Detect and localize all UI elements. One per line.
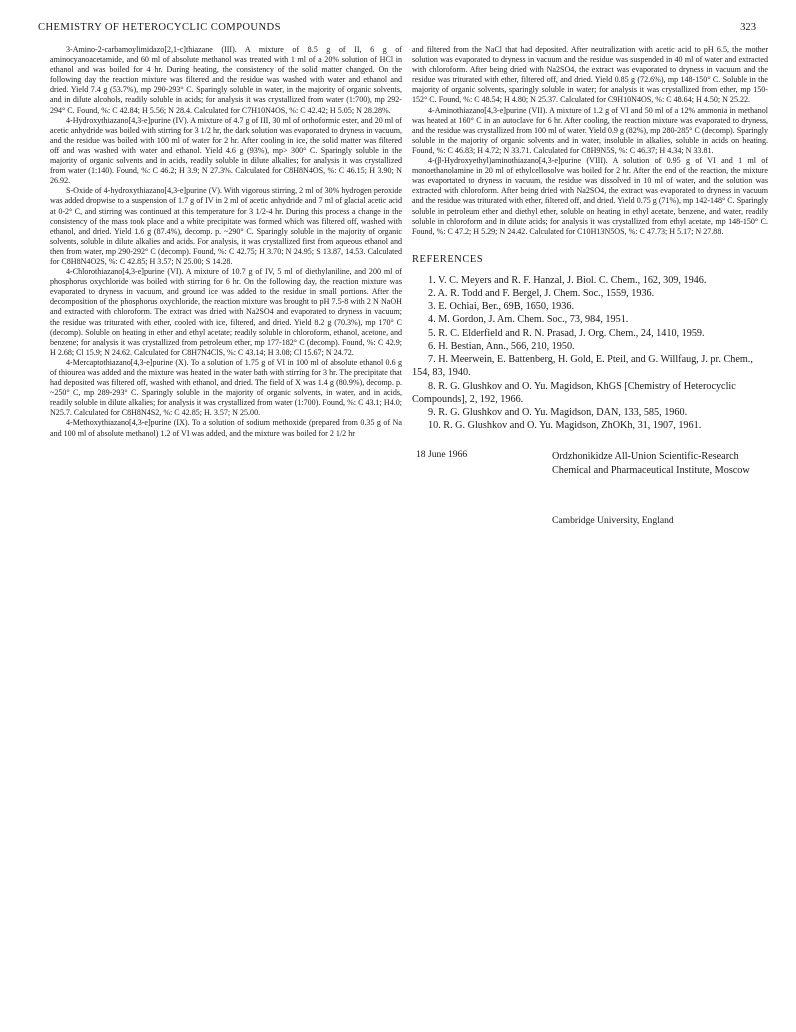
received-date: 18 June 1966 [416, 449, 468, 461]
paragraph: 4-Methoxythiazano[4,3-e]purine (IX). To a solution of sodium methoxide (prepared from 0.35 g of Na and 100 ml of absolute methanol) 1.2 of VI was added, and the mixture was boiled for 2 1/2 hr [50, 418, 402, 438]
reference-item: 8. R. G. Glushkov and O. Yu. Magidson, KhGS [Chemistry of Heterocyclic Compounds], 2, 192, 1966. [412, 380, 736, 405]
journal-title: CHEMISTRY OF HETEROCYCLIC COMPOUNDS [38, 22, 281, 33]
reference-item: 6. H. Bestian, Ann., 566, 210, 1950. [428, 340, 575, 352]
paragraph: 4-Hydroxythiazano[4,3-e]purine (IV). A mixture of 4.7 g of III, 30 ml of orthoformic ester, and 20 ml of acetic anhydride was boiled with stirring for 3 1/2 hr, the dark solution was evaporated to dryness in vacuum, and the residue was boiled with 100 ml of water for 2 hr. After cooling in ice, the solid matter was filtered off and was washed with water and ethanol. Yield 4.6 g (93%), mp> 300° C. Sparingly soluble in the majority of organic solvents and in acids, readily soluble in dilute alkalies; for analysis it was crystallized from water (1:140). Found, %: C 46.2; H 3.9; N 27.3%. Calculated for C8H8N4OS, %: C 46.15; H 3.90; N 26.92. [50, 115, 402, 186]
translation-credit: Cambridge University, England [552, 515, 674, 527]
reference-item: 7. H. Meerwein, E. Battenberg, H. Gold, E. Pteil, and G. Willfaug, J. pr. Chem., 154, 83, 1940. [412, 354, 753, 379]
page-number: 323 [740, 22, 756, 33]
reference-item: 9. R. G. Glushkov and O. Yu. Magidson, DAN, 133, 585, 1960. [428, 406, 688, 418]
references-list [412, 274, 768, 432]
right-column [412, 45, 768, 534]
paragraph: 4-Mercaptothiazano[4,3-e]purine (X). To a solution of 1.75 g of VI in 100 ml of absolute ethanol 0.6 g of thiourea was added and the mixture was heated in the water bath with stirring for 3 hr. The precipitate that had deposited was filtered off, washed with ethanol, and dried. The field of X was 1.4 g (80.9%), decomp. p. ~250° C, mp 289-293° C. Sparingly soluble in the majority of organic solvents, in water, and in acids, readily soluble in dilute alkalies; for analysis it was crystallized from water (1:700). Found, %: C 43.1; H4.0; N25.7. Calculated for C8H8N4S2, %: C 42.85; H. 3.57; N 25.00. [50, 357, 402, 418]
left-column [50, 45, 402, 439]
paragraph: 4-(β-Hydroxyethyl)aminothiazano[4,3-e]purine (VIII). A solution of 0.95 g of VI and 1 ml of monoethanolamine in 20 ml of ethylcellosolve was boiled for 2 hr. After the end of the reaction, the mixture was evaportated to dryness in vacuum, the residue was dissolved in 10 ml of water, and the solution was extracted with chloroform. After being dried with Na2SO4, the extract was evaporated to dryness in vacuum and the residue was triturated with ether, filtered off, and dried. Yield 0.75 g (71%), mp 142-148° C. Sparingly soluble in petroleum ether and diethyl ether, soluble on heating in ethyl acetate, benzene, and water, readily soluble in chloroform and in dilute acids; for analysis it was crystallized from ethyl acetate, mp 148-150° C. Found, %: C 47.2; H 5.29; N 24.42. Calculated for C10H13N5OS, %: C 47.73; H 5.17; N 27.88. [412, 156, 768, 236]
paragraph: S-Oxide of 4-hydroxythiazano[4,3-e]purine (V). With vigorous stirring, 2 ml of 30% hydrogen peroxide was added dropwise to a suspension of 1.7 g of IV in 2 ml of acetic anhydride and 7 ml of glacial acetic acid at 0-2° C, and stirring was continued at this temperature for 3 1/2-4 hr. During this process a change in the consistency of the mass took place and a white precipitate was formed which was filtered off, washed with ethanol, and dried. Yield 1.6 g (87.4%), decomp. p. ~290° C. Sparingly soluble in the majority of organic solvents, soluble in dilute alkalies and acids. For analysis, it was crystallized first from aqueous ethanol and then from water, mp 290-292° C (decomp). Found, %: C 42.75; H 3.70; N 24.95; S 13.87, 14.53. Calculated for C8H8N4O2S, %: C 42.85; H 3.57; N 25.00; S 14.28. [50, 186, 402, 266]
reference-item: 4. M. Gordon, J. Am. Chem. Soc., 73, 984, 1951. [428, 314, 629, 326]
reference-item: 2. A. R. Todd and F. Bergel, J. Chem. Soc., 1559, 1936. [428, 288, 655, 300]
institute-affiliation: Ordzhonikidze All-Union Scientific-Research Chemical and Pharmaceutical Institute, Moscow [552, 451, 750, 476]
reference-item: 10. R. G. Glushkov and O. Yu. Magidson, ZhOKh, 31, 1907, 1961. [428, 420, 702, 432]
references-heading: REFERENCES [412, 253, 484, 265]
reference-item: 5. R. C. Elderfield and R. N. Prasad, J. Org. Chem., 24, 1410, 1959. [428, 327, 705, 339]
reference-item: 3. E. Ochiai, Ber., 69B, 1650, 1936. [428, 301, 575, 313]
paragraph: and filtered from the NaCl that had deposited. After neutralization with acetic acid to pH 6.5, the mother solution was evaporated to dryness in vacuum and the residue was suspended in 40 ml of water and extracted with chloroform. After being dried with Na2SO4, the extract was evaporated to dryness in vacuum and the residue was triturated with ether, filtered off, and dried. Yield 0.85 g (72.6%), mp 148-150° C. Soluble in the majority of organic solvents, sparingly soluble in water; for analysis it was crystallized from ether, mp 150-152° C. Found, %: C 48.54; H 4.80; N 25.37. Calculated for C9H10N4OS, %: C 48.64; H 4.50; N 25.22. [412, 45, 768, 105]
paragraph: 4-Chlorothiazano[4,3-e]purine (VI). A mixture of 10.7 g of IV, 5 ml of diethylaniline, and 200 ml of phosphorus oxychloride was boiled with stirring for 6 hr. On the following day, the reaction mixture was evaporated to dryness in vacuum, and ground ice was added to the residue in small portions. After the decomposition of the phosphorus oxychloride, the reaction mixture was brought to pH 7.5-8 with 2 N NaOH and extracted with chloroform. The extract was dried with Na2SO4 and evaporated to dryness in vacuum; the residue was triturated with ether, cooled with ice, filtered, and dried. Yield 8.2 g (70.3%), mp 170° C (decomp). Soluble on heating in ether and ethyl acetate; readily soluble in chloroform, ethanol, acetone, and benzene; for analysis it was crystallized from petroleum ether, mp 177-182° C (decomp). Found, %: C 42.9; H 2.68; Cl 15.9; N 24.62. Calculated for C8H7N4ClS, %: C 43.14; H 3.08; Cl 15.67; N 24.72. [50, 267, 402, 357]
reference-item: 1. V. C. Meyers and R. F. Hanzal, J. Biol. C. Chem., 162, 309, 1946. [428, 274, 707, 286]
running-head [38, 22, 756, 36]
received-block [412, 450, 768, 534]
paragraph: 3-Amino-2-carbamoylimidazo[2,1-c]thiazane (III). A mixture of 8.5 g of II, 6 g of aminocyanoacetamide, and 60 ml of absolute methanol was treated with 1 ml of a 20% solution of HCl in ethanol and was boiled for 4 hr. During heating, the consistency of the solid matter changed. On the following day the reaction mixture was filtered and the residue was washed with water and ethanol and dried. Yield 7.4 g (53.7%), mp 290-293° C. Sparingly soluble in water, in the majority of organic solvents, and in dilute alcohols, readily soluble in acids; for analysis it was crystallized from water (1:700), mp 292-294° C. Found, %: C 42.84; H 5.56; N 28.4. Calculated for C7H10N4OS, %: C 42.42; H 5.05; N 28.28%. [50, 45, 402, 115]
paragraph: 4-Aminothiazano[4,3-e]purine (VII). A mixture of 1.2 g of VI and 50 ml of a 12% ammonia in methanol was heated at 160° C in an autoclave for 6 hr. After cooling, the reaction mixture was evaporated to dryness, and the residue was crystallized from 100 ml of water. Yield 0.9 g (82%), mp 280-285° C (decomp). Sparingly soluble in the majority of organic solvents and in water, insoluble in alkalies, soluble in acids on heating. Found, %: C 46.83; H 4.72; N 33.71. Calculated for C8H9N5S, %: C 46.37; H 4.34; N 33.81. [412, 105, 769, 155]
